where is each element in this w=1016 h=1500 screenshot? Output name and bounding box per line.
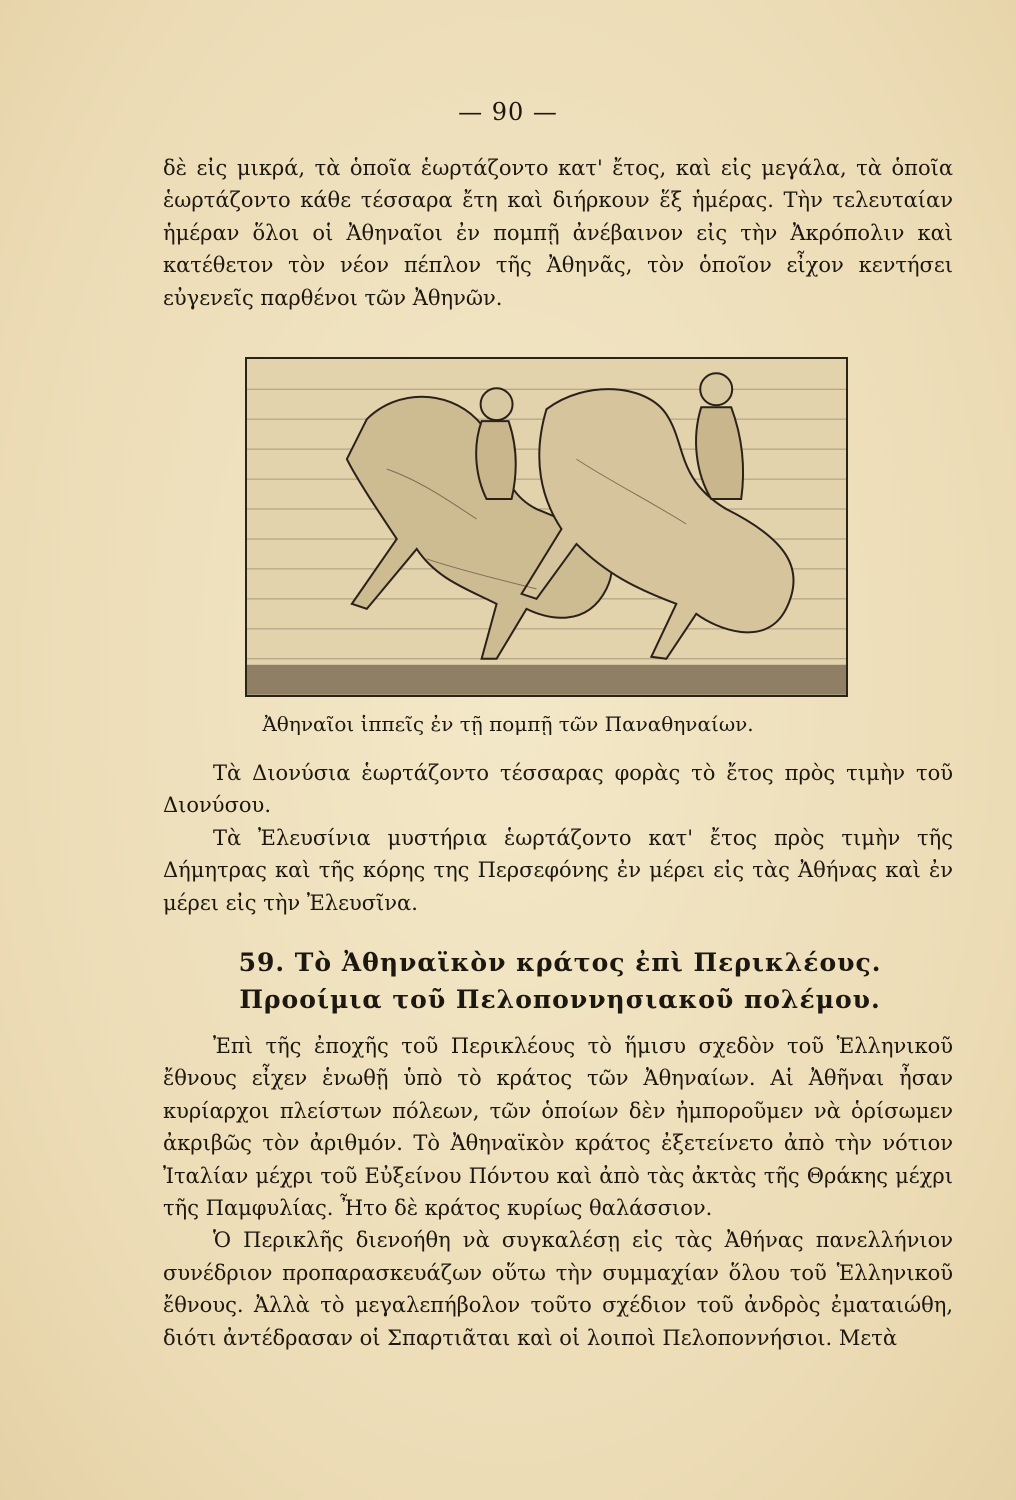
- relief-illustration: [245, 357, 848, 697]
- page-number: — 90 —: [458, 98, 558, 126]
- section-body: [163, 1030, 953, 1354]
- paragraph-text: δὲ εἰς μικρά, τὰ ὁποῖα ἑωρτάζοντο κατ' ἔτος, καὶ εἰς μεγάλα, τὰ ὁποῖα ἑωρτάζοντο κάθε τέσσαρα ἔτη καὶ διήρκουν ἕξ ἡμέρας. Τὴν τελευταίαν ἡμέραν ὅλοι οἱ Ἀθηναῖοι ἐν πομπῇ ἀνέβαινον εἰς τὴν Ἀκρόπολιν καὶ κατέθετον τὸν νέον πέπλον τῆς Ἀθηνᾶς, τὸν ὁποῖον εἶχον κεντήσει εὐγενεῖς παρθένοι τῶν Ἀθηνῶν.: [163, 156, 953, 310]
- paragraph-text: Τὰ Ἐλευσίνια μυστήρια ἑωρτάζοντο κατ' ἔτος πρὸς τιμὴν τῆς Δήμητρας καὶ τῆς κόρης της Περσεφόνης ἐν μέρει εἰς τὰς Ἀθήνας καὶ ἐν μέρει εἰς τὴν Ἐλευσῖνα.: [163, 825, 953, 915]
- paragraph-text: Ἐπὶ τῆς ἐποχῆς τοῦ Περικλέους τὸ ἥμισυ σχεδὸν τοῦ Ἑλληνικοῦ ἔθνους εἶχεν ἑνωθῇ ὑπὸ τὸ κράτος τῶν Ἀθηναίων. Αἱ Ἀθῆναι ἦσαν κυρίαρχοι πλείστων πόλεων, τῶν ὁποίων δὲν ἠμποροῦμεν νὰ ὁρίσωμεν ἀκριβῶς τὸν ἀριθμόν. Τὸ Ἀθηναϊκὸν κράτος ἐξετείνετο ἀπὸ τὴν νότιον Ἰταλίαν μέχρι τοῦ Εὐξείνου Πόντου καὶ ἀπὸ τὰς ἀκτὰς τῆς Θράκης μέχρι τῆς Παμφυλίας. Ἦτο δὲ κράτος κυρίως θαλάσσιον.: [163, 1034, 953, 1221]
- horsemen-engraving: [247, 359, 846, 695]
- section-heading-line2: Προοίμια τοῦ Πελοποννησιακοῦ πολέμου.: [239, 985, 881, 1014]
- figure-caption: Ἀθηναῖοι ἱππεῖς ἐν τῇ πομπῇ τῶν Παναθηναίων.: [262, 712, 754, 736]
- festivals-paragraphs: [163, 757, 953, 919]
- paragraph-text: Ὁ Περικλῆς διενοήθη νὰ συγκαλέσῃ εἰς τὰς Ἀθήνας πανελλήνιον συνέδριον προπαρασκευάζων οὕτω τὴν συμμαχίαν ὅλου τοῦ Ἑλληνικοῦ ἔθνους. Ἀλλὰ τὸ μεγαλεπήβολον τοῦτο σχέδιον τοῦ ἀνδρὸς ἐματαιώθη, διότι ἀντέδρασαν οἱ Σπαρτιᾶται καὶ οἱ λοιποὶ Πελοποννήσιοι. Μετὰ: [163, 1228, 953, 1350]
- paragraph-text: Τὰ Διονύσια ἑωρτάζοντο τέσσαρας φορὰς τὸ ἔτος πρὸς τιμὴν τοῦ Διονύσου.: [163, 761, 953, 818]
- intro-paragraph: [163, 152, 953, 314]
- section-heading-line1: 59. Τὸ Ἀθηναϊκὸν κράτος ἐπὶ Περικλέους.: [238, 948, 882, 977]
